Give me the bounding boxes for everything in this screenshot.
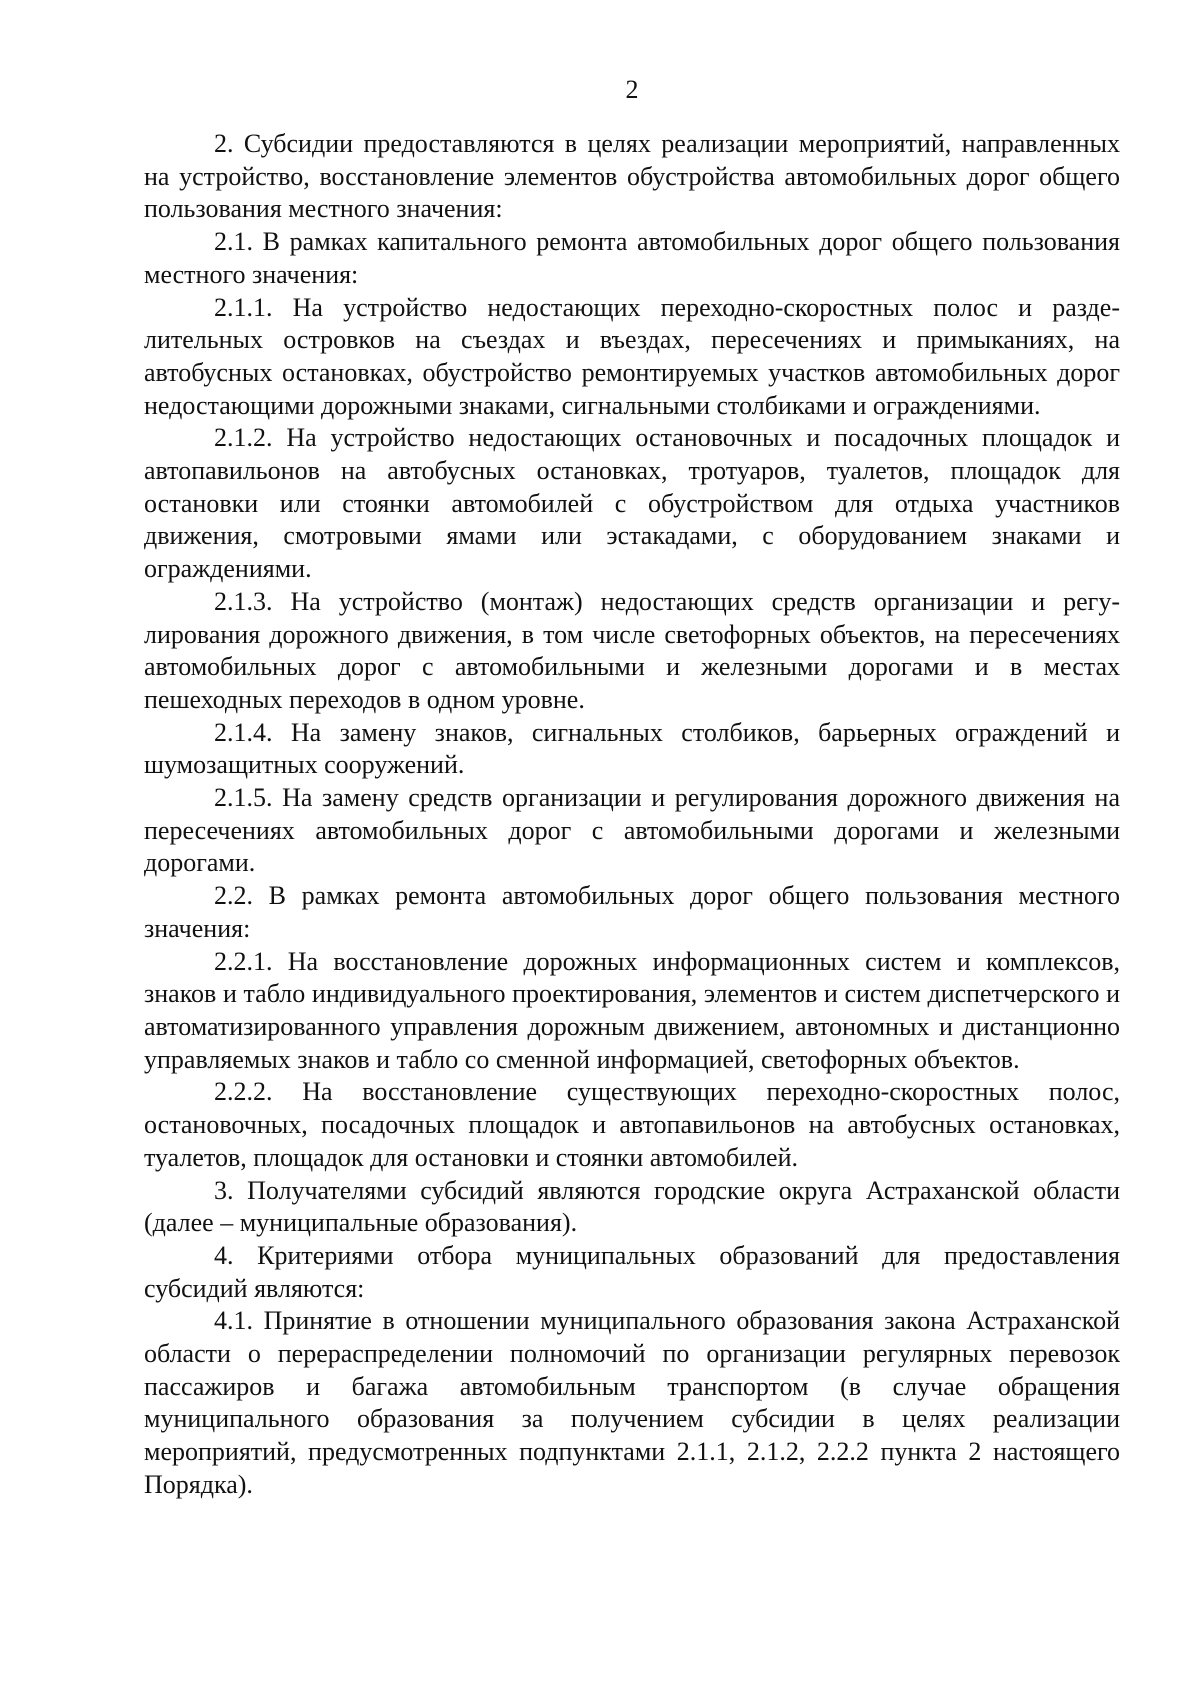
paragraph-2-2-1: 2.2.1. На восстановление дорожных информационных систем и комплексов, знаков и табло индивидуального проектирования, элементов и систем диспетчерского и автоматизированного управления дорожным движением, автономных и дистанционно управляемых знаков и табло со сменной информацией, светофорных объектов. <box>144 946 1120 1074</box>
paragraph-2-1-4: 2.1.4. На замену знаков, сигнальных столбиков, барьерных ограждений и шумозащитных сооружений. <box>144 717 1120 780</box>
paragraph-4: 4. Критериями отбора муниципальных образований для предоставления субсидий являются: <box>144 1240 1120 1303</box>
paragraph-2: 2. Субсидии предоставляются в целях реализации мероприятий, направленных на устройство, восстановление элементов обустройства автомобильных дорог общего пользования местного значения: <box>144 129 1120 224</box>
paragraph-2-1: 2.1. В рамках капитального ремонта автомобильных дорог общего пользования местного значения: <box>144 227 1120 289</box>
document-body <box>144 128 1120 1502</box>
paragraph-2-1-3: 2.1.3. На устройство (монтаж) недостающих средств организации и регулирования дорожного движения, в том числе светофорных объектов, на пересечениях автомобильных дорог с автомобильными и железными дорогами и в местах пешеходных переходов в одном уровне. <box>144 586 1120 714</box>
paragraph-4-1: 4.1. Принятие в отношении муниципального образования закона Астраханской области о перераспределении полномочий по организации регулярных перевозок пассажиров и багажа автомобильным транспортом (в случае обращения муниципального образования за получением субсидии в целях реализации мероприятий, предусмотренных подпунктами 2.1.1, 2.1.2, 2.2.2 пункта 2 настоящего Порядка). <box>144 1306 1120 1499</box>
paragraph-2-1-5: 2.1.5. На замену средств организации и регулирования дорожного движения на пересечениях автомобильных дорог с автомобильными дорогами и железными дорогами. <box>144 783 1120 878</box>
paragraph-2-2: 2.2. В рамках ремонта автомобильных дорог общего пользования местного значения: <box>144 881 1120 943</box>
paragraph-2-2-2: 2.2.2. На восстановление существующих переходно-скоростных полос, остановочных, посадочных площадок и автопавильонов на автобусных остановках, туалетов, площадок для остановки и стоянки автомобилей. <box>144 1077 1120 1172</box>
paragraph-2-1-2: 2.1.2. На устройство недостающих остановочных и посадочных площадок и автопавильонов на автобусных остановках, тротуаров, туалетов, площадок для остановки или стоянки автомобилей с обустройством для отдыха участников движения, смотровыми ямами или эстакадами, с оборудованием знаками и ограждениями. <box>144 423 1120 584</box>
paragraph-3: 3. Получателями субсидий являются городские округа Астраханской области (далее – муниципальные образования). <box>144 1175 1120 1238</box>
page-number: 2 <box>625 75 639 104</box>
paragraph-2-1-1: 2.1.1. На устройство недостающих переходно-скоростных полос и разделительных островков на съездах и въездах, пересечениях и примыканиях, на автобусных остановках, обустройство ремонтируемых участков автомобильных дорог недостающими дорожными знаками, сигнальными столбиками и ограждениями. <box>144 292 1120 420</box>
